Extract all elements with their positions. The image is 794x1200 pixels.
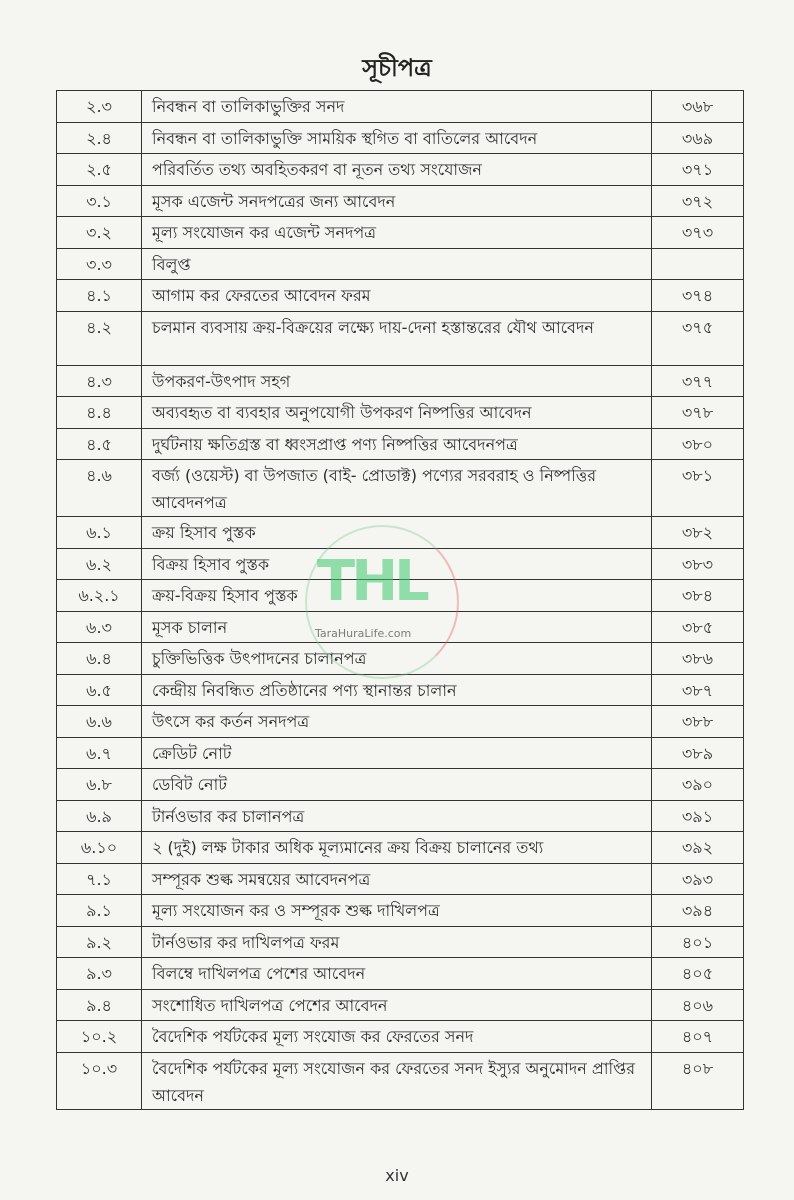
page-ref: ৩৭৭ bbox=[652, 365, 744, 397]
page-ref bbox=[652, 248, 744, 280]
section-number: ৪.১ bbox=[57, 280, 142, 312]
section-number: ৬.২ bbox=[57, 548, 142, 580]
page-ref: ৩৮৩ bbox=[652, 548, 744, 580]
table-row bbox=[57, 365, 744, 397]
table-row bbox=[57, 1021, 744, 1053]
section-number: ৬.৬ bbox=[57, 706, 142, 738]
section-title: সংশোধিত দাখিলপত্র পেশের আবেদন bbox=[142, 989, 652, 1021]
section-title: কেন্দ্রীয় নিবন্ধিত প্রতিষ্ঠানের পণ্য স্থানান্তর চালান bbox=[142, 674, 652, 706]
page-ref: ৩৮০ bbox=[652, 428, 744, 460]
section-number: ৯.৩ bbox=[57, 958, 142, 990]
section-number: ৯.২ bbox=[57, 926, 142, 958]
section-number: ৪.৬ bbox=[57, 460, 142, 517]
table-row bbox=[57, 674, 744, 706]
section-title: ক্রেডিট নোট bbox=[142, 737, 652, 769]
section-title: নিবন্ধন বা তালিকাভুক্তির সনদ bbox=[142, 91, 652, 123]
table-row bbox=[57, 989, 744, 1021]
page-ref: ৩৭৩ bbox=[652, 217, 744, 249]
table-row bbox=[57, 122, 744, 154]
table-row bbox=[57, 580, 744, 612]
section-number: ৬.৫ bbox=[57, 674, 142, 706]
section-title: মূল্য সংযোজন কর ও সম্পূরক শুল্ক দাখিলপত্র bbox=[142, 895, 652, 927]
section-number: ৩.১ bbox=[57, 185, 142, 217]
section-number: ৪.৪ bbox=[57, 397, 142, 429]
section-title: সম্পূরক শুল্ক সমন্বয়ের আবেদনপত্র bbox=[142, 863, 652, 895]
page-ref: ৩৮৪ bbox=[652, 580, 744, 612]
page-ref: ৩৯১ bbox=[652, 800, 744, 832]
section-title: টার্নওভার কর দাখিলপত্র ফরম bbox=[142, 926, 652, 958]
page-ref: ৩৭৪ bbox=[652, 280, 744, 312]
section-number: ৯.৪ bbox=[57, 989, 142, 1021]
page-ref: ৪০৬ bbox=[652, 989, 744, 1021]
table-row bbox=[57, 185, 744, 217]
section-title: চুক্তিভিত্তিক উৎপাদনের চালানপত্র bbox=[142, 643, 652, 675]
page-ref: ৩৮১ bbox=[652, 460, 744, 517]
watermark-site: TaraHuraLife.com bbox=[315, 627, 412, 640]
section-title: বিলুপ্ত bbox=[142, 248, 652, 280]
section-number: ৩.৩ bbox=[57, 248, 142, 280]
section-number: ৪.৩ bbox=[57, 365, 142, 397]
section-title: ক্রয় হিসাব পুস্তক bbox=[142, 517, 652, 549]
table-row bbox=[57, 428, 744, 460]
table-row bbox=[57, 154, 744, 186]
page-ref: ৩৭৮ bbox=[652, 397, 744, 429]
table-row bbox=[57, 397, 744, 429]
table-row bbox=[57, 280, 744, 312]
section-number: ২.৪ bbox=[57, 122, 142, 154]
page-ref: ৩৮৫ bbox=[652, 611, 744, 643]
page-ref: ৩৭২ bbox=[652, 185, 744, 217]
page-ref: ৩৮৮ bbox=[652, 706, 744, 738]
table-row bbox=[57, 548, 744, 580]
page-ref: ৩৯৩ bbox=[652, 863, 744, 895]
page-ref: ৩৮৯ bbox=[652, 737, 744, 769]
table-row bbox=[57, 611, 744, 643]
section-title: ২ (দুই) লক্ষ টাকার অধিক মূল্যমানের ক্রয় বিক্রয় চালানের তথ্য bbox=[142, 832, 652, 864]
section-number: ৯.১ bbox=[57, 895, 142, 927]
watermark-logo-text: THL bbox=[317, 549, 426, 614]
table-row bbox=[57, 895, 744, 927]
table-row bbox=[57, 1052, 744, 1109]
table-row bbox=[57, 517, 744, 549]
section-title: বৈদেশিক পর্যটকের মূল্য সংযোজ কর ফেরতের সনদ bbox=[142, 1021, 652, 1053]
page-title: সূচীপত্র bbox=[362, 54, 432, 82]
page-ref: ৩৯৪ bbox=[652, 895, 744, 927]
section-number: ১০.৩ bbox=[57, 1052, 142, 1109]
section-title: আগাম কর ফেরতের আবেদন ফরম bbox=[142, 280, 652, 312]
table-row bbox=[57, 769, 744, 801]
section-number: ৬.১০ bbox=[57, 832, 142, 864]
section-title: ক্রয়-বিক্রয় হিসাব পুস্তক bbox=[142, 580, 652, 612]
table-row bbox=[57, 217, 744, 249]
section-title: অব্যবহৃত বা ব্যবহার অনুপযোগী উপকরণ নিষ্পত্তির আবেদন bbox=[142, 397, 652, 429]
table-row bbox=[57, 926, 744, 958]
section-title: বৈদেশিক পর্যটকের মূল্য সংযোজন কর ফেরতের সনদ ইস্যুর অনুমোদন প্রাপ্তির আবেদন bbox=[142, 1052, 652, 1109]
section-title: বিলম্বে দাখিলপত্র পেশের আবেদন bbox=[142, 958, 652, 990]
section-title: ডেবিট নোট bbox=[142, 769, 652, 801]
page-ref: ৩৮৬ bbox=[652, 643, 744, 675]
section-number: ৬.৮ bbox=[57, 769, 142, 801]
section-number: ৬.৯ bbox=[57, 800, 142, 832]
section-number: ২.৫ bbox=[57, 154, 142, 186]
section-number: ৬.৭ bbox=[57, 737, 142, 769]
table-row bbox=[57, 706, 744, 738]
section-title: মূল্য সংযোজন কর এজেন্ট সনদপত্র bbox=[142, 217, 652, 249]
page-ref: ৪০৭ bbox=[652, 1021, 744, 1053]
section-title: বিক্রয় হিসাব পুস্তক bbox=[142, 548, 652, 580]
section-number: ৭.১ bbox=[57, 863, 142, 895]
section-number: ৪.২ bbox=[57, 311, 142, 365]
section-number: ৬.৪ bbox=[57, 643, 142, 675]
table-row bbox=[57, 643, 744, 675]
section-number: ২.৩ bbox=[57, 91, 142, 123]
section-title: বর্জ্য (ওয়েস্ট) বা উপজাত (বাই- প্রোডাক্ট) পণ্যের সরবরাহ ও নিষ্পত্তির আবেদনপত্র bbox=[142, 460, 652, 517]
section-title: উৎসে কর কর্তন সনদপত্র bbox=[142, 706, 652, 738]
section-number: ৬.১ bbox=[57, 517, 142, 549]
section-title: উপকরণ-উৎপাদ সহগ bbox=[142, 365, 652, 397]
section-title: টার্নওভার কর চালানপত্র bbox=[142, 800, 652, 832]
table-row bbox=[57, 832, 744, 864]
table-row bbox=[57, 91, 744, 123]
table-row bbox=[57, 863, 744, 895]
section-number: ১০.২ bbox=[57, 1021, 142, 1053]
page-ref: ৩৭৫ bbox=[652, 311, 744, 365]
section-number: ৩.২ bbox=[57, 217, 142, 249]
page-ref: ৩৬৮ bbox=[652, 91, 744, 123]
section-title: নিবন্ধন বা তালিকাভুক্তি সাময়িক স্থগিত বা বাতিলের আবেদন bbox=[142, 122, 652, 154]
table-row bbox=[57, 248, 744, 280]
section-number: ৪.৫ bbox=[57, 428, 142, 460]
table-row bbox=[57, 460, 744, 517]
table-row bbox=[57, 737, 744, 769]
contents-table bbox=[56, 90, 744, 1110]
page-ref: ৩৬৯ bbox=[652, 122, 744, 154]
page-ref: ৩৯২ bbox=[652, 832, 744, 864]
page-ref: ৩৮৭ bbox=[652, 674, 744, 706]
section-number: ৬.২.১ bbox=[57, 580, 142, 612]
section-title: মূসক চালান bbox=[142, 611, 652, 643]
table-row bbox=[57, 311, 744, 365]
section-title: মূসক এজেন্ট সনদপত্রের জন্য আবেদন bbox=[142, 185, 652, 217]
table-row bbox=[57, 800, 744, 832]
section-title: দুর্ঘটনায় ক্ষতিগ্রস্ত বা ধ্বংসপ্রাপ্ত পণ্য নিষ্পত্তির আবেদনপত্র bbox=[142, 428, 652, 460]
page-ref: ৪০১ bbox=[652, 926, 744, 958]
page-ref: ৪০৮ bbox=[652, 1052, 744, 1109]
page-ref: ৩৭১ bbox=[652, 154, 744, 186]
section-title: চলমান ব্যবসায় ক্রয়-বিক্রয়ের লক্ষ্যে দায়-দেনা হস্তান্তরের যৌথ আবেদন bbox=[142, 311, 652, 365]
page-ref: ৪০৫ bbox=[652, 958, 744, 990]
page-number: xiv bbox=[385, 1166, 409, 1185]
section-title: পরিবর্তিত তথ্য অবহিতকরণ বা নূতন তথ্য সংযোজন bbox=[142, 154, 652, 186]
page-ref: ৩৮২ bbox=[652, 517, 744, 549]
page-ref: ৩৯০ bbox=[652, 769, 744, 801]
table-row bbox=[57, 958, 744, 990]
section-number: ৬.৩ bbox=[57, 611, 142, 643]
